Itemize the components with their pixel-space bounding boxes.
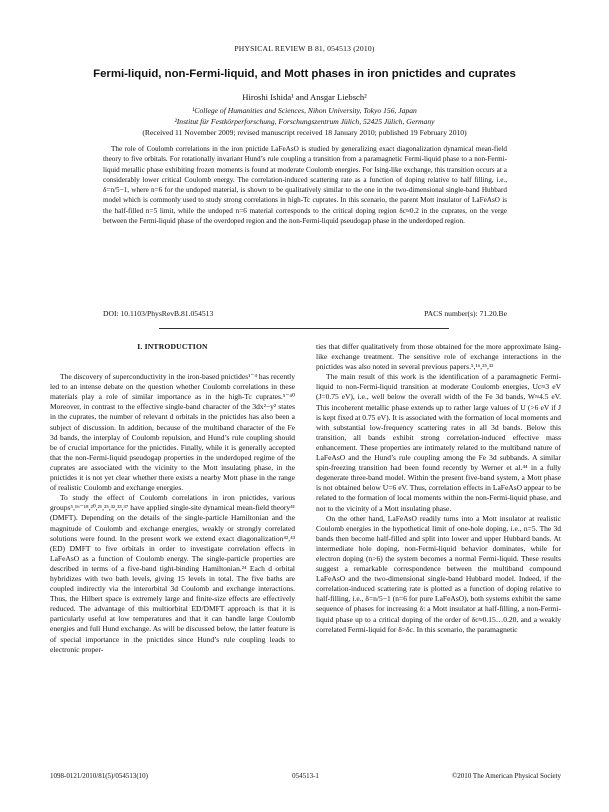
- affiliation-2: ²Institut für Festkörperforschung, Forschungszentrum Jülich, 52425 Jülich, Germany: [174, 117, 435, 126]
- paragraph: To study the effect of Coulomb correlations in iron pnictides, various groups⁵,¹⁶⁻¹⁸,²⁰,²¹,²⁵,³²,³³,³⁷ have applied single-site dynamical mean-field theory⁴¹ (DMFT). Depending on the details of the single-particle Hamiltonian and the magnitude of Coulomb and exchange energies, weakly or strongly correlated solutions were found. In the present work we extend exact diagonalization⁴²,⁴³ (ED) DMFT to five orbitals in order to investigate correlation effects in LaFeAsO as a function of Coulomb energy. The single-particle properties are described in terms of a five-band tight-binding Hamiltonian.²⁴ Each d orbital hybridizes with two bath levels, giving 15 levels in total. The five baths are coupled indirectly via the interorbital 3d Coulomb and exchange interactions. Thus, the Hilbert space is extremely large and finite-size effects are effectively reduced. The advantage of this multiorbital ED/DMFT approach is that it is particularly useful at low temperatures and that it can handle large Coulomb energies and full Hund exchange. As will be discussed below, the latter feature is of special importance in the pnictides since Hund’s rule coupling leads to electronic proper-: [50, 493, 295, 654]
- footer-issn: 1098-0121/2010/81(5)/054513(10): [50, 772, 148, 780]
- author-list: Hiroshi Ishida¹ and Ansgar Liebsch²: [242, 92, 367, 102]
- doi-link[interactable]: DOI: 10.1103/PhysRevB.81.054513: [103, 309, 214, 318]
- pacs-numbers: PACS number(s): 71.20.Be: [424, 309, 507, 318]
- right-column: [316, 342, 561, 635]
- page-number: 054513-1: [292, 772, 319, 780]
- abstract: The role of Coulomb correlations in the iron pnictide LaFeAsO is studied by generalizing exact diagonalization dynamical mean-field theory to five orbitals. For rotationally invariant Hund’s rule coupling a transition from a paramagnetic Fermi-liquid phase to a non-Fermi-liquid metallic phase exhibiting frozen moments is found at moderate Coulomb energies. For Ising-like exchange, this transition occurs at a considerably lower critical Coulomb energy. The correlation-induced scattering rate as a function of doping relative to half filling, i.e., δ=n/5−1, where n=6 for the undoped material, is shown to be qualitatively similar to the one in the two-dimensional single-band Hubbard model which is commonly used to study strong correlations in high-Tc cuprates. In this scenario, the parent Mott insulator of LaFeAsO is the half-filled n=5 limit, while the undoped n=6 material corresponds to the critical doping region δc≈0.2 in the cuprates, on the verge between the Fermi-liquid phase of the overdoped region and the non-Fermi-liquid pseudogap phase in the underdoped region.: [103, 145, 507, 226]
- affiliation-1: ¹College of Humanities and Sciences, Nihon University, Tokyo 156, Japan: [192, 106, 417, 115]
- received-dates: (Received 11 November 2009; revised manuscript received 18 January 2010; published 19 February 2010): [142, 128, 467, 137]
- doi-line: [103, 309, 507, 318]
- running-head: PHYSICAL REVIEW B 81, 054513 (2010): [234, 44, 375, 53]
- section-heading: I. INTRODUCTION: [137, 342, 208, 351]
- left-column: [50, 342, 295, 655]
- paragraph: The main result of this work is the identification of a paramagnetic Fermi-liquid to non-Fermi-liquid transition at moderate Coulomb energies, Uc≈3 eV (J=0.75 eV), i.e., well below the overall width of the Fe 3d bands, W≈4.5 eV. This incoherent metallic phase extends up to rather large values of U (>6 eV if J is kept fixed at 0.75 eV). It is associated with the formation of local moments and with substantial low-frequency scattering rates in all 3d bands. Below this transition, all bands exhibit strong correlation-induced effective mass enhancement. These properties are intimately related to the multiband nature of LaFeAsO and the Hund’s rule coupling among the Fe 3d subbands. A similar spin-freezing transition had been found recently by Werner et al.⁴⁴ in a fully degenerate three-band model. Within the present five-band system, a Mott phase is not obtained below U=6 eV. Thus, correlation effects in LaFeAsO appear to be related to the formation of local moments within the non-Fermi-liquid phase, and not to the vicinity of a Mott insulating phase.: [316, 372, 561, 513]
- copyright: ©2010 The American Physical Society: [451, 772, 561, 780]
- paragraph: On the other hand, LaFeAsO readily turns into a Mott insulator at realistic Coulomb energies in the hypothetical limit of one-hole doping, i.e., n=5. The 3d bands then become half-filled and split into lower and upper Hubbard bands. At intermediate hole doping, non-Fermi-liquid behavior dominates, while for electron doping (n>6) the system becomes a normal Fermi-liquid. These results suggest a remarkable correspondence between the multiband compound LaFeAsO and the two-dimensional single-band Hubbard model. Indeed, if the correlation-induced scattering rate is plotted as a function of doping relative to half-filling, i.e., δ=n/5−1 (n=6 for pure LaFeAsO), both systems exhibit the same sequence of phases for increasing δ: a Mott insulator at half-filling, a non-Fermi-liquid phase up to a critical doping of the order of δc≈0.15…0.20, and a weakly correlated Fermi-liquid for δ>δc. In this scenario, the paramagnetic: [316, 513, 561, 634]
- paragraph: The discovery of superconductivity in the iron-based pnictides¹⁻⁴ has recently led to an intense debate on the question whether Coulomb correlations in these materials play a role of similar importance as in the high-Tc cuprates.⁵⁻⁴⁰ Moreover, in contrast to the effective single-band character of the 3dx²−y² states in the cuprates, the number of relevant d orbitals in the pnictides has also been a subject of discussion. In addition, because of the multiband character of the Fe 3d bands, the interplay of Coulomb repulsion, and Hund’s rule coupling should be of crucial importance for the pnictides. Finally, while it is generally accepted that the non-Fermi-liquid pseudogap properties in the underdoped regime of the cuprates are associated with the vicinity to the Mott insulating phase, in the pnictides it is not yet clear whether there exists a nearby Mott phase in the range of realistic Coulomb and exchange energies.: [50, 372, 295, 493]
- paper-title: Fermi-liquid, non-Fermi-liquid, and Mott phases in iron pnictides and cuprates: [93, 68, 516, 80]
- section-divider: [159, 328, 449, 329]
- paragraph: ties that differ qualitatively from those obtained for the more approximate Ising-like exchange treatment. The sensitive role of exchange interactions in the pnictides was also noted in several previous papers.⁵,¹⁶,²⁵,³²: [316, 342, 561, 372]
